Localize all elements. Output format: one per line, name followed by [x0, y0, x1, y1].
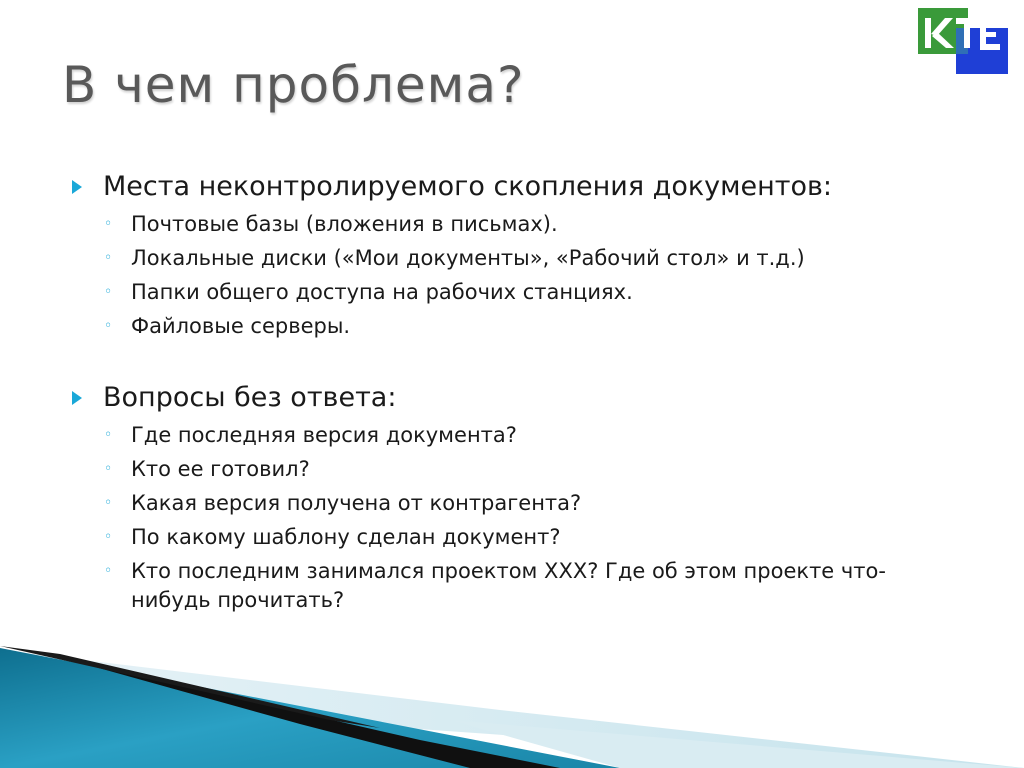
hollow-circle-bullet-icon: ◦ [104, 250, 113, 266]
section-heading: Вопросы без ответа: [103, 382, 397, 413]
section-heading: Места неконтролируемого скопления документов: [103, 171, 833, 202]
list-item-text: Где последняя версия документа? [131, 423, 517, 447]
hollow-circle-bullet-icon: ◦ [104, 495, 113, 511]
list-item-text: Почтовые базы (вложения в письмах). [131, 212, 558, 236]
hollow-circle-bullet-icon: ◦ [104, 427, 113, 443]
hollow-circle-bullet-icon: ◦ [104, 563, 113, 579]
list-item-text: По какому шаблону сделан документ? [131, 525, 561, 549]
hollow-circle-bullet-icon: ◦ [104, 318, 113, 334]
list-item-text: Папки общего доступа на рабочих станциях. [131, 280, 633, 304]
list-item-text: Локальные диски («Мои документы», «Рабочий стол» и т.д.) [131, 246, 805, 270]
hollow-circle-bullet-icon: ◦ [104, 529, 113, 545]
list-item-text: Файловые серверы. [131, 314, 351, 338]
hollow-circle-bullet-icon: ◦ [104, 284, 113, 300]
list-item-text: Кто ее готовил? [131, 457, 310, 481]
hollow-circle-bullet-icon: ◦ [104, 216, 113, 232]
hollow-circle-bullet-icon: ◦ [104, 461, 113, 477]
list-item-text: Кто последним занимался проектом ХХХ? Где об этом проекте что-нибудь прочитать? [131, 559, 886, 612]
slide-title: В чем проблема? [62, 56, 525, 114]
list-item-text: Какая версия получена от контрагента? [131, 491, 582, 515]
